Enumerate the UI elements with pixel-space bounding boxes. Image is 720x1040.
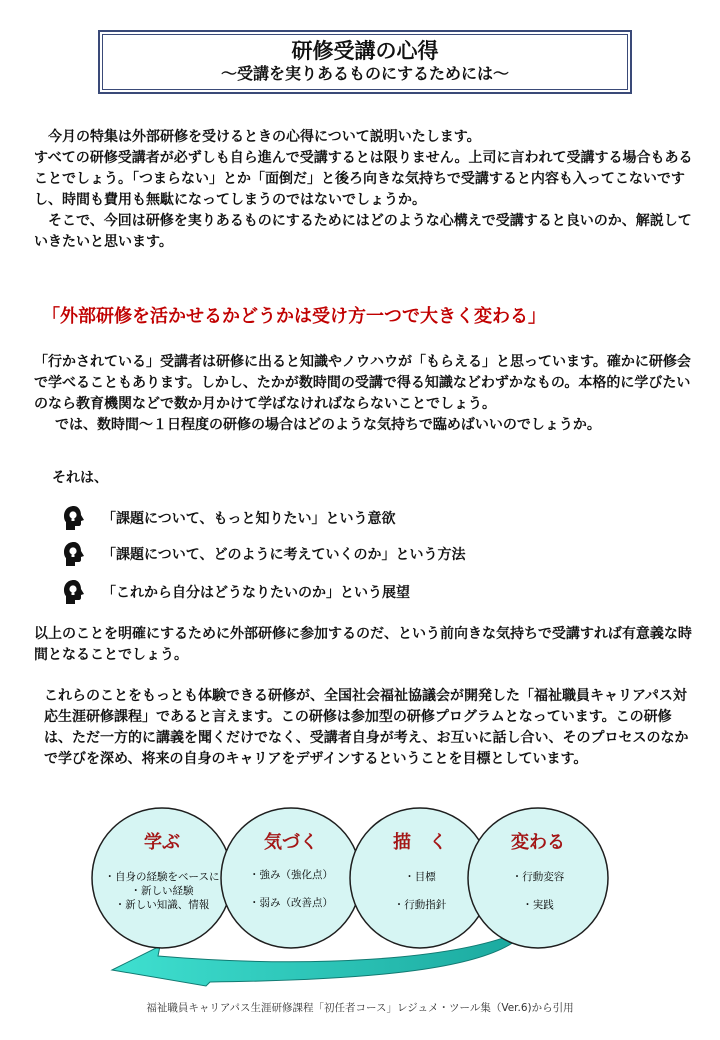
page-subtitle: ～受講を実りあるものにするためには～ [220, 64, 509, 83]
page-title: 研修受講の心得 [291, 39, 439, 63]
point-item-3 [62, 578, 410, 606]
circle-item-1-2: ・新しい経験 [130, 885, 194, 897]
head-lightbulb-icon [62, 541, 86, 567]
body2: 以上のことを明確にするために外部研修に参加するのだ、という前向きな気持ちで受講すれば有意義な時間となることでしょう。 [34, 626, 692, 663]
circle-item-4-2: ・実践 [522, 899, 554, 911]
circle-item-3-1: ・目標 [404, 871, 436, 883]
intro-line-3: そこで、今回は研修を実りあるものにするためにはどのような心構えで受講すると良いのか、解説していきたいと思います。 [34, 213, 692, 250]
circle-label-3: 描 く [393, 832, 447, 853]
body3: これらのことをもっとも体験できる研修が、全国社会福祉協議会が開発した「福祉職員キャリアパス対応生涯研修課程」であると言えます。この研修は参加型の研修プログラムとなっています。この研修は、ただ一方的に講義を聞くだけでなく、受講者自身が考え、お互いに話し合い、そのプロセスのなかで学びを深め、将来の自身のキャリアをデザインするということを目標としています。 [44, 688, 689, 767]
point-text-2: 「課題について、どのように考えていくのか」という方法 [102, 547, 466, 563]
circle-item-1-1: ・自身の経験をベースに [104, 871, 220, 883]
source-caption: 福祉職員キャリアパス生涯研修課程「初任者コース」レジュメ・ツール集（Ver.6)から引用 [146, 1002, 574, 1014]
head-lightbulb-icon [62, 505, 86, 531]
circle-label-2: 気づく [264, 832, 318, 853]
section-heading: 「外部研修を活かせるかどうかは受け方一つで大きく変わる」 [42, 306, 546, 327]
circle-item-2-2: ・弱み（改善点） [249, 897, 333, 909]
intro-line-2: すべての研修受講者が必ずしも自ら進んで受講するとは限りません。上司に言われて受講する場合もあることでしょう。「つまらない」とか「面倒だ」と後ろ向きな気持ちで受講すると内容も入ってこないですし、時間も費用も無駄になってしまうのではないでしょうか。 [34, 150, 693, 208]
body1-para-1: 「行かされている」受講者は研修に出ると知識やノウハウが「もらえる」と思っています。確かに研修会で学べることもあります。しかし、たかが数時間の受講で得る知識などわずかなもの。本格的に学びたいのなら教育機関などで数か月かけて学ばなければならないことでしょう。 [34, 354, 691, 412]
point-item-2 [62, 540, 465, 568]
circle-label-4: 変わる [511, 832, 565, 853]
circle-label-1: 学ぶ [144, 832, 180, 853]
head-lightbulb-icon [62, 579, 86, 605]
intro-section [34, 127, 694, 253]
body1-para-2: では、数時間～１日程度の研修の場合はどのような気持ちで臨めばいいのでしょうか。 [55, 417, 601, 433]
intro-line-1: 今月の特集は外部研修を受けるときの心得について説明いたします。 [48, 129, 481, 145]
circle-item-3-2: ・行動指針 [393, 899, 447, 911]
circle-item-2-1: ・強み（強化点） [249, 869, 333, 881]
learning-cycle-diagram [0, 800, 720, 1000]
circle-item-4-1: ・行動変容 [511, 871, 565, 883]
body1-section [34, 352, 694, 436]
title-box [98, 30, 632, 94]
circle-item-1-3: ・新しい知識、情報 [114, 899, 210, 911]
point-text-1: 「課題について、もっと知りたい」という意欲 [102, 511, 396, 527]
point-item-1 [62, 504, 395, 532]
sore-wa: それは、 [52, 470, 108, 486]
point-text-3: 「これから自分はどうなりたいのか」という展望 [102, 585, 410, 601]
